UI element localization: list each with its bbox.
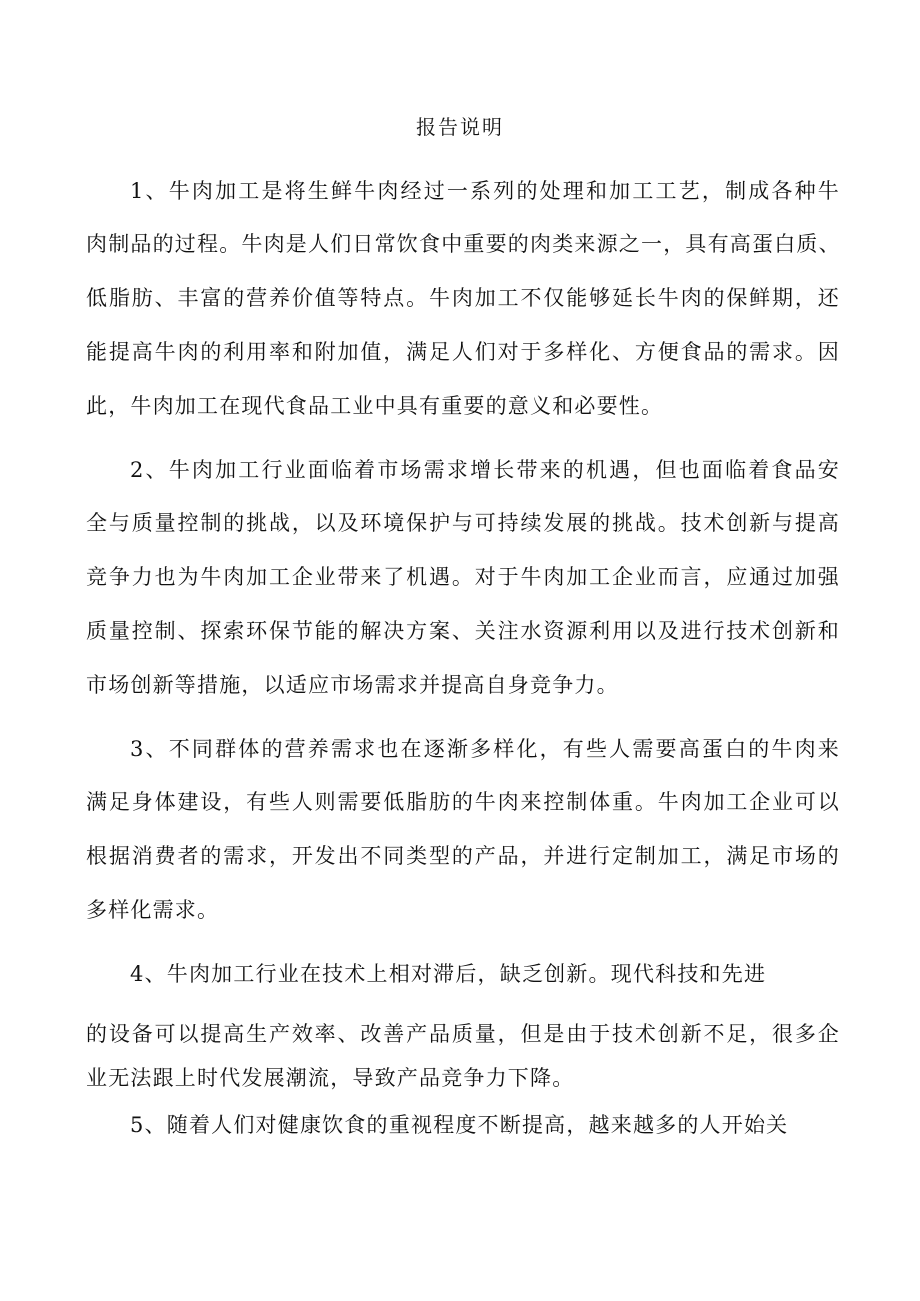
paragraph-4-line-1: 4、牛肉加工行业在技术上相对滞后，缺乏创新。现代科技和先进 — [130, 962, 767, 986]
paragraph-1-line-2: 肉制品的过程。牛肉是人们日常饮食中重要的肉类来源之一，具有高蛋白质、 — [86, 232, 841, 256]
paragraph-1-line-5: 此，牛肉加工在现代食品工业中具有重要的意义和必要性。 — [86, 394, 664, 418]
paragraph-5-line-1: 5、随着人们对健康饮食的重视程度不断提高，越来越多的人开始关 — [130, 1113, 789, 1137]
paragraph-2-line-4: 质量控制、探索环保节能的解决方案、关注水资源利用以及进行技术创新和 — [86, 619, 840, 643]
paragraph-2-line-2: 全与质量控制的挑战，以及环境保护与可持续发展的挑战。技术创新与提高 — [86, 511, 840, 535]
paragraph-2-line-3: 竞争力也为牛肉加工企业带来了机遇。对于牛肉加工企业而言，应通过加强 — [86, 565, 840, 589]
paragraph-3-line-1: 3、不同群体的营养需求也在逐渐多样化，有些人需要高蛋白的牛肉来 — [130, 737, 840, 761]
paragraph-3-line-2: 满足身体建设，有些人则需要低脂肪的牛肉来控制体重。牛肉加工企业可以 — [86, 790, 840, 814]
paragraph-1-line-3: 低脂肪、丰富的营养价值等特点。牛肉加工不仅能够延长牛肉的保鲜期，还 — [86, 286, 840, 310]
paragraph-3-line-4: 多样化需求。 — [86, 898, 220, 922]
paragraph-4-line-3: 业无法跟上时代发展潮流，导致产品竞争力下降。 — [86, 1066, 575, 1090]
paragraph-4-line-2: 的设备可以提高生产效率、改善产品质量，但是由于技术创新不足，很多企 — [86, 1022, 840, 1046]
paragraph-1-line-4: 能提高牛肉的利用率和附加值，满足人们对于多样化、方便食品的需求。因 — [86, 340, 840, 364]
paragraph-2-line-1: 2、牛肉加工行业面临着市场需求增长带来的机遇，但也面临着食品安 — [130, 458, 840, 482]
report-title: 报告说明 — [416, 115, 504, 139]
paragraph-1-line-1: 1、牛肉加工是将生鲜牛肉经过一系列的处理和加工工艺，制成各种牛 — [130, 179, 840, 203]
paragraph-3-line-3: 根据消费者的需求，开发出不同类型的产品，并进行定制加工，满足市场的 — [86, 844, 840, 868]
paragraph-2-line-5: 市场创新等措施，以适应市场需求并提高自身竞争力。 — [86, 673, 619, 697]
